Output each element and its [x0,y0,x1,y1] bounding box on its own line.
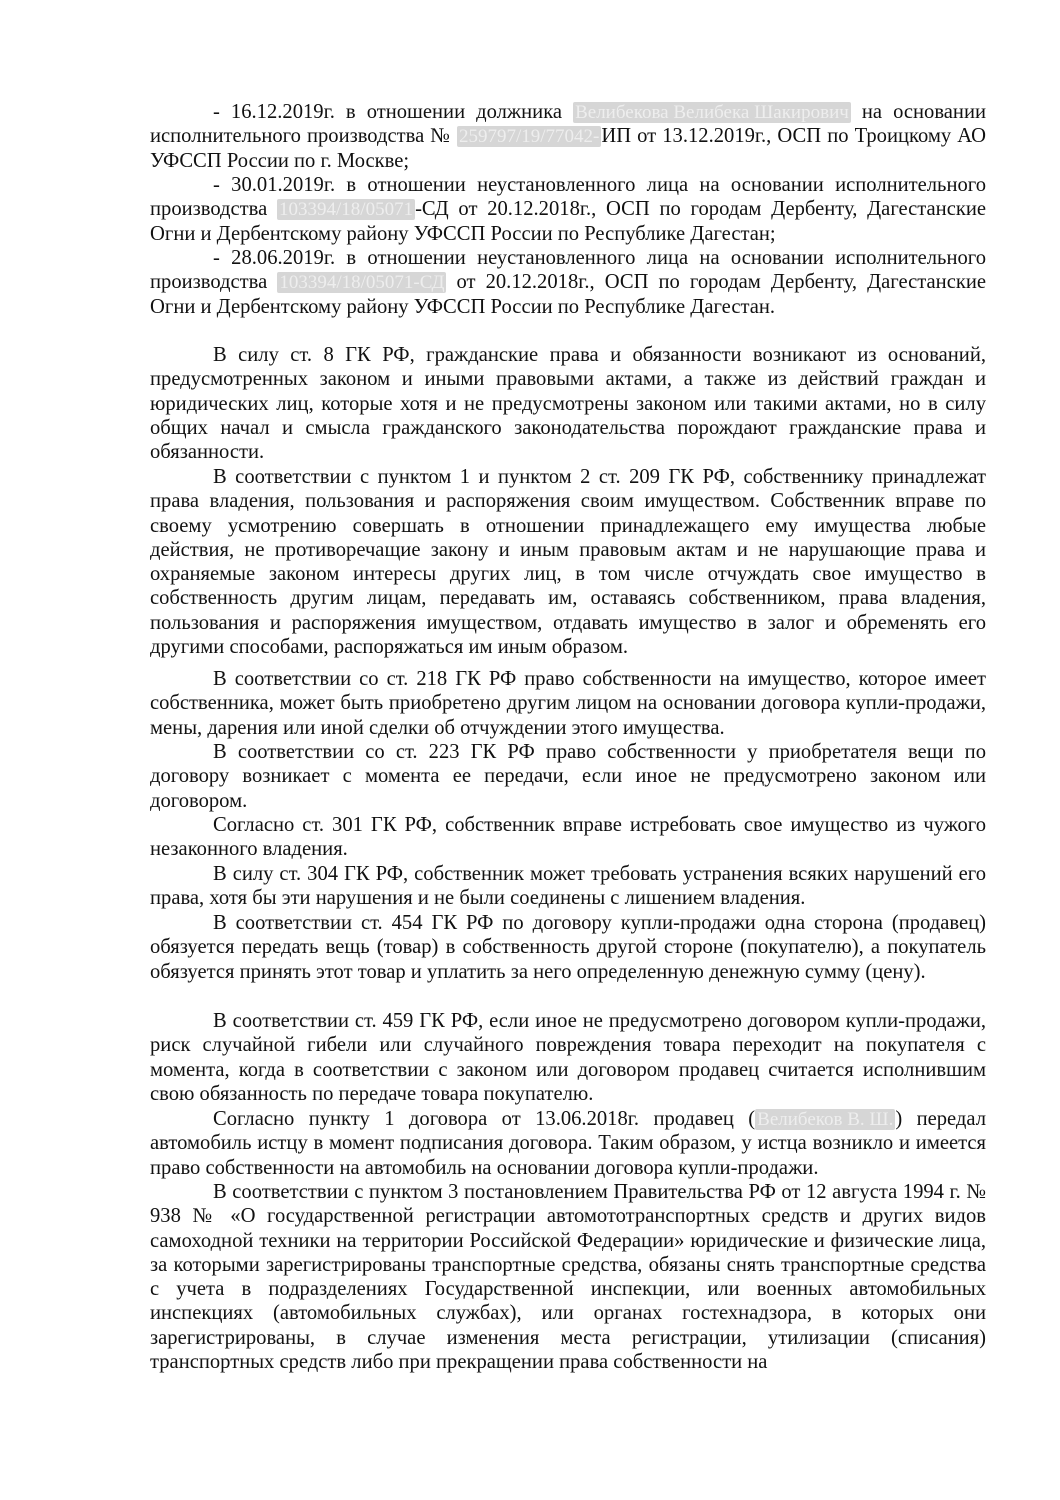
paragraph-art-454: В соответствии ст. 454 ГК РФ по договору купли-продажи одна сторона (продавец) обязуется передать вещь (товар) в собственность другой стороне (покупателю), а покупатель обязуется принять этот товар и уплатить за него определенную денежную сумму (цену). [150,912,986,983]
redacted-debtor-name: Велибекова Велибека Шакирович [575,102,849,123]
enforcement-item-1: - 16.12.2019г. в отношении должника Велибекова Велибека Шакирович на основании исполнительного производства № 259797/19/77042-ИП от 13.12.2019г., ОСП по Троицкому АО УФССП России по г. Москве; [150,101,986,172]
paragraph-art-209: В соответствии с пунктом 1 и пунктом 2 ст. 209 ГК РФ, собственнику принадлежат права владения, пользования и распоряжения своим имуществом. Собственник вправе по своему усмотрению совершать в отношении принадлежащего ему имущества любые действия, не противоречащие закону и иным правовым актам и не нарушающие права и охраняемые законом интересы других лиц, в том числе отчуждать свое имущество в собственность другим лицам, передавать им, оставаясь собственником, права владения, пользования и распоряжения имуществом, отдавать имущество в залог и обременять его другими способами, распоряжаться им иным образом. [150,466,986,659]
paragraph-decree-938: В соответствии с пунктом 3 постановлением Правительства РФ от 12 августа 1994 г. № 938 № «О государственной регистрации автомототранспортных средств и других видов самоходной техники на территории Российской Федерации» юридические и физические лица, за которыми зарегистрированы транспортные средства, обязаны снять транспортные средства с учета в подразделениях Государственной инспекции, или военных автомобильных инспекциях (автомобильных службах), или органах гостехнадзора, в которых они зарегистрированы, в случае изменения места регистрации, утилизации (списания) транспортных средств либо при прекращении права собственности на [150,1181,986,1374]
redacted-case-number: 259797/19/77042- [458,126,600,148]
paragraph-art-459: В соответствии ст. 459 ГК РФ, если иное не предусмотрено договором купли-продажи, риск случайной гибели или случайного повреждения товара переходит на покупателя с момента, когда в соответствии с законом или договором продавец считается исполнившим свою обязанность по передаче товара покупателю. [150,1010,986,1105]
paragraph-art-8: В силу ст. 8 ГК РФ, гражданские права и обязанности возникают из оснований, предусмотренных законом и иными правовыми актами, а также из действий граждан и юридических лиц, которые хотя и не предусмотрены законом или такими актами, но в силу общих начал и смысла гражданского законодательства порождают гражданские права и обязанности. [150,344,986,464]
paragraph-art-301: Согласно ст. 301 ГК РФ, собственник вправе истребовать свое имущество из чужого незаконного владения. [150,814,986,861]
paragraph-art-304: В силу ст. 304 ГК РФ, собственник может требовать устранения всяких нарушений его права, хотя бы эти нарушения и не были соединены с лишением владения. [150,863,986,910]
enforcement-item-2: - 30.01.2019г. в отношении неустановленного лица на основании исполнительного производства 103394/18/05071-СД от 20.12.2018г., ОСП по городам Дербенту, Дагестанские Огни и Дербентскому району УФССП России по Республике Дагестан; [150,174,987,245]
redacted-seller-name: Велибеков В. Ш. [757,1109,894,1130]
redacted-case-number: 103394/18/05071 [279,199,414,221]
enforcement-item-3: - 28.06.2019г. в отношении неустановленного лица на основании исполнительного производства 103394/18/05071-СД от 20.12.2018г., ОСП по городам Дербенту, Дагестанские Огни и Дербентскому району УФССП России по Республике Дагестан. [150,247,986,318]
paragraph-art-218: В соответствии со ст. 218 ГК РФ право собственности на имущество, которое имеет собственника, может быть приобретено другим лицом на основании договора купли-продажи, мены, дарения или иной сделки об отчуждении этого имущества. [150,668,986,739]
redacted-case-number: 103394/18/05071-СД [279,272,445,294]
paragraph-contract: Согласно пункту 1 договора от 13.06.2018г. продавец ( Велибеков В. Ш.) передал автомобиль истцу в момент подписания договора. Таким образом, у истца возникло и имеется право собственности на автомобиль на основании договора купли-продажи. [150,1108,986,1179]
paragraph-art-223: В соответствии со ст. 223 ГК РФ право собственности у приобретателя вещи по договору возникает с момента ее передачи, если иное не предусмотрено законом или договором. [150,741,986,812]
